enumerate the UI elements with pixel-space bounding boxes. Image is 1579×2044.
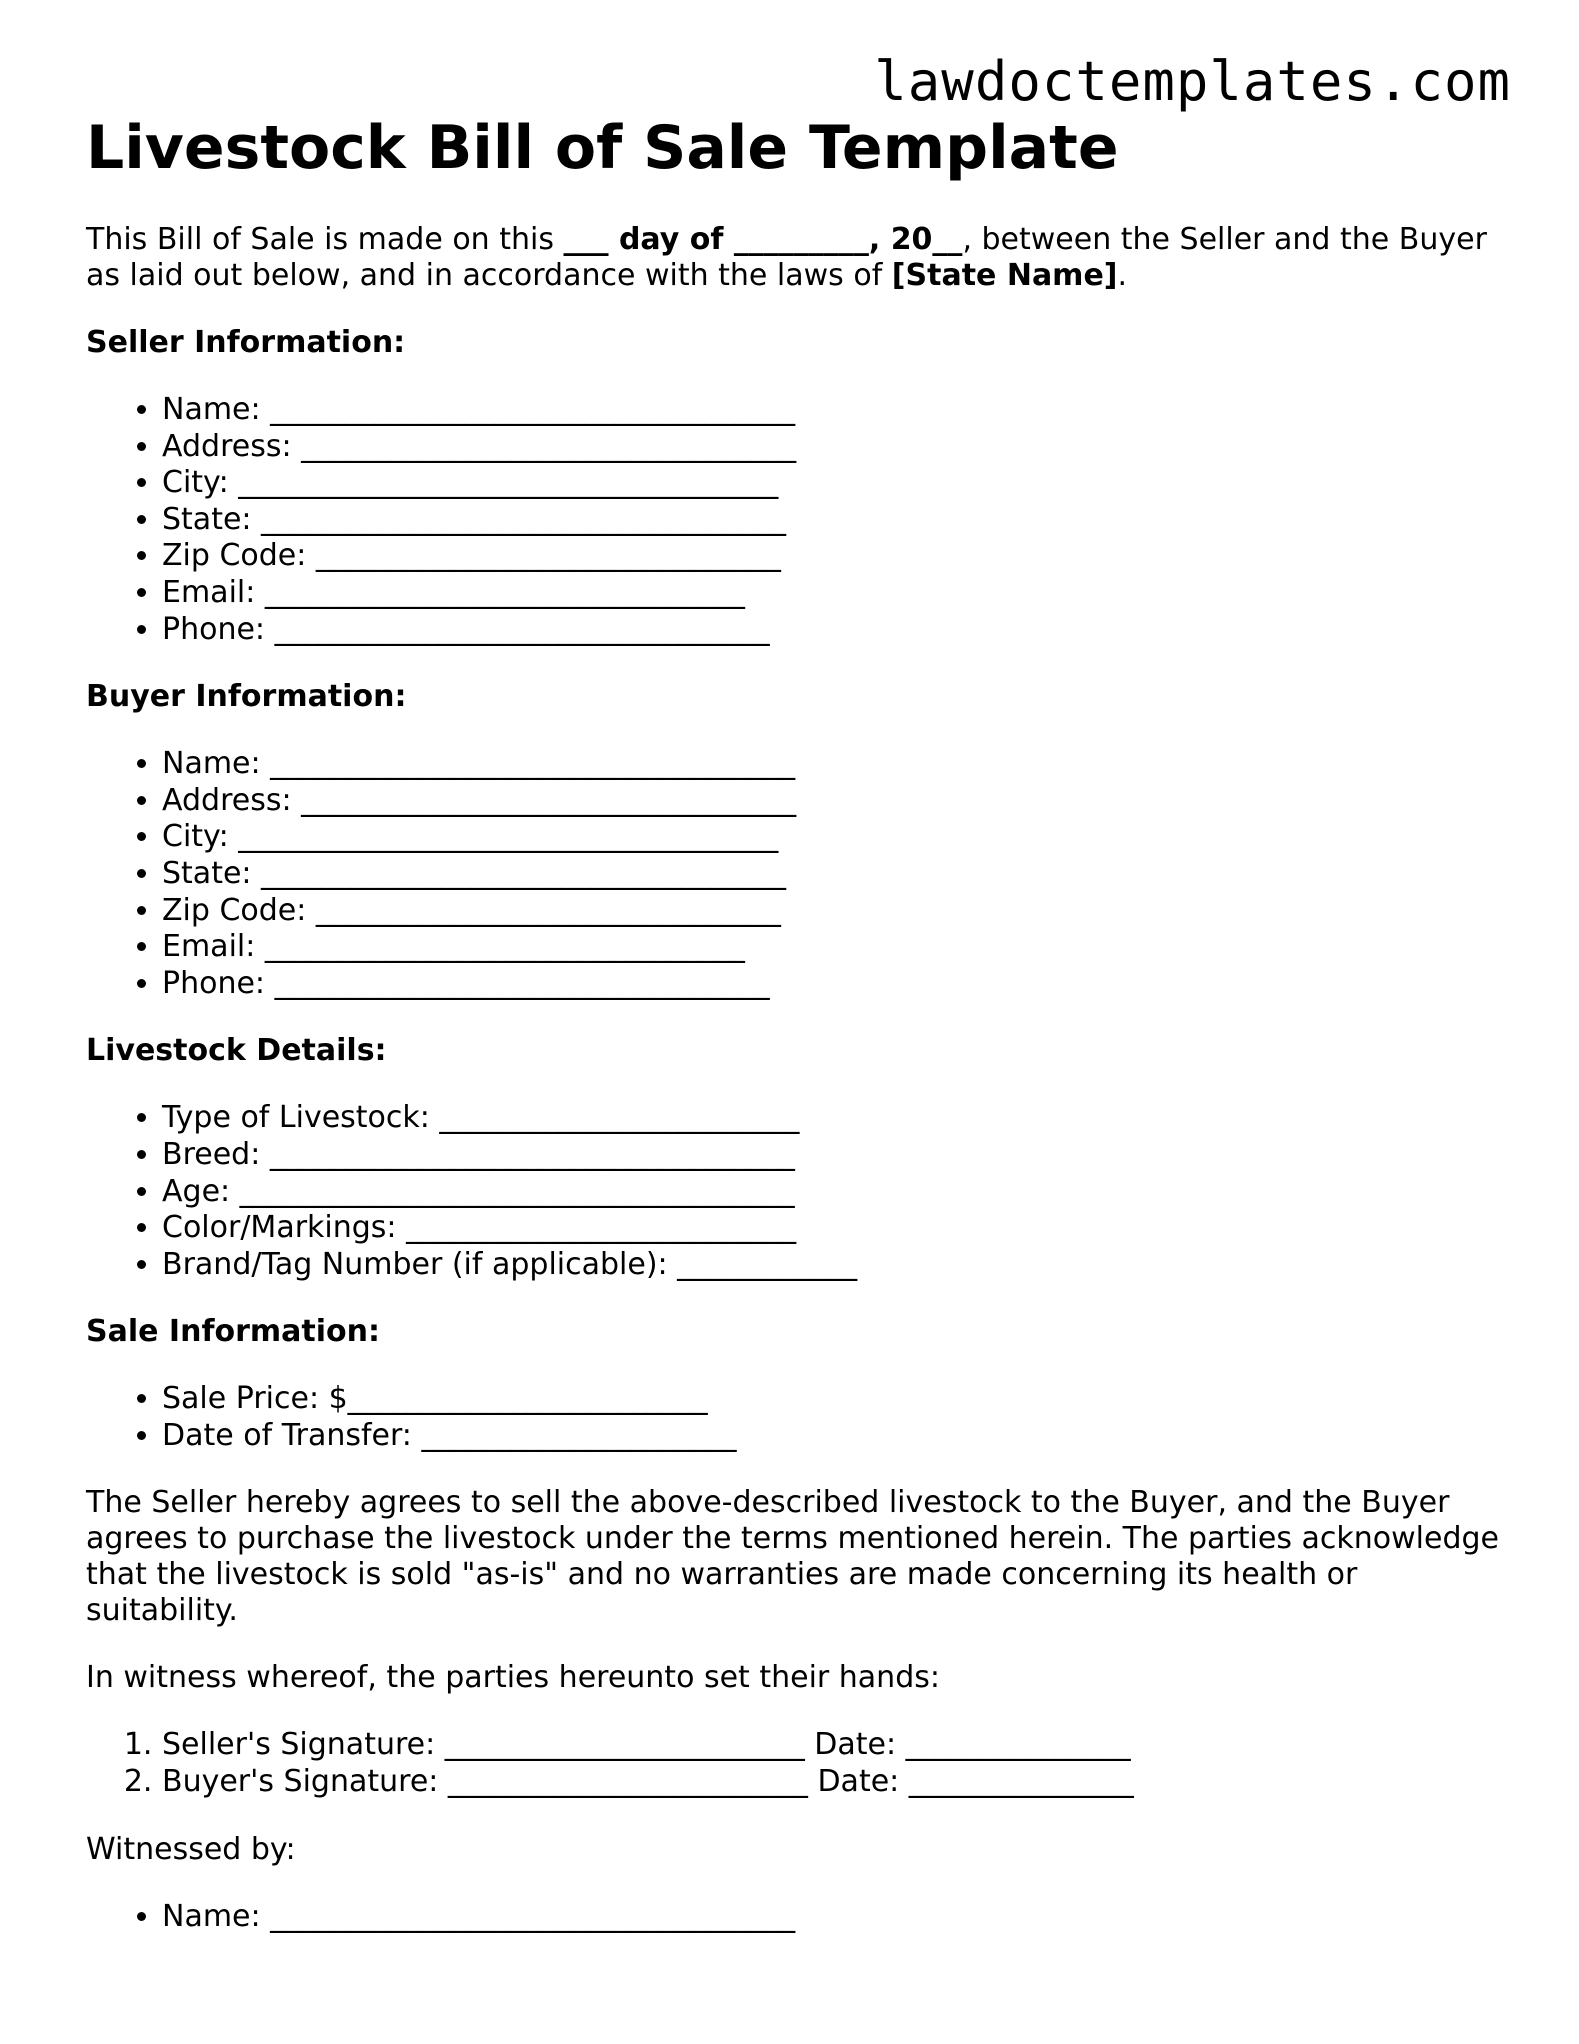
- intro-date-blank: ___ day of _________, 20__: [563, 222, 963, 257]
- agreement-paragraph: The Seller hereby agrees to sell the above-described livestock to the Buyer, and the Buyer agrees to purchase the livestock under the terms mentioned herein. The parties acknowledge that the livestock is sold "as-is" and no warranties are made concerning its health or suitability.: [86, 1485, 1499, 1629]
- sale-fields-list: [86, 1381, 1506, 1454]
- buyer-phone-field: • Phone: _________________________________: [162, 966, 1506, 1003]
- seller-signature-line: 1. Seller's Signature: ________________________ Date: _______________: [162, 1727, 1506, 1764]
- livestock-heading: Livestock Details:: [86, 1033, 387, 1069]
- seller-email-field: • Email: ________________________________: [162, 575, 1506, 612]
- witness-name-field: • Name: ___________________________________: [162, 1899, 1506, 1936]
- buyer-heading: Buyer Information:: [86, 679, 407, 715]
- document-title: Livestock Bill of Sale Template: [86, 113, 1119, 183]
- seller-city-field: • City: ____________________________________: [162, 465, 1506, 502]
- livestock-age-field: • Age: _____________________________________: [162, 1174, 1506, 1211]
- intro-text-1: This Bill of Sale is made on this: [86, 222, 564, 257]
- buyer-address-field: • Address: _________________________________: [162, 783, 1506, 820]
- livestock-type-field: • Type of Livestock: ________________________: [162, 1100, 1506, 1137]
- seller-state-field: • State: ___________________________________: [162, 502, 1506, 539]
- buyer-name-field: • Name: ___________________________________: [162, 746, 1506, 783]
- sale-heading: Sale Information:: [86, 1314, 380, 1350]
- document-body: [86, 108, 1506, 1935]
- signature-list: [86, 1727, 1506, 1800]
- intro-text-3: .: [1117, 258, 1128, 293]
- buyer-zip-field: • Zip Code: _______________________________: [162, 893, 1506, 930]
- buyer-city-field: • City: ____________________________________: [162, 819, 1506, 856]
- witnessed-by-label: Witnessed by:: [86, 1831, 296, 1867]
- sale-price-field: • Sale Price: $________________________: [162, 1381, 1506, 1418]
- transfer-date-field: • Date of Transfer: _____________________: [162, 1418, 1506, 1455]
- buyer-signature-line: 2. Buyer's Signature: ________________________ Date: _______________: [162, 1764, 1506, 1801]
- livestock-markings-field: • Color/Markings: __________________________: [162, 1210, 1506, 1247]
- intro-state-placeholder: [State Name]: [891, 258, 1118, 293]
- seller-heading: Seller Information:: [86, 325, 406, 360]
- livestock-breed-field: • Breed: ___________________________________: [162, 1137, 1506, 1174]
- witness-fields-list: [86, 1899, 1506, 1936]
- buyer-fields-list: [86, 746, 1506, 1002]
- buyer-state-field: • State: ___________________________________: [162, 856, 1506, 893]
- buyer-email-field: • Email: ________________________________: [162, 929, 1506, 966]
- livestock-tag-field: • Brand/Tag Number (if applicable): ____________: [162, 1247, 1506, 1284]
- site-watermark: lawdoctemplates.com: [874, 50, 1511, 113]
- witness-intro: In witness whereof, the parties hereunto set their hands:: [86, 1660, 940, 1696]
- intro-text-2: , between the Seller and the Buyer as laid out below, and in accordance with the laws of: [86, 222, 1487, 293]
- seller-phone-field: • Phone: _________________________________: [162, 612, 1506, 649]
- intro-paragraph: [86, 222, 1506, 294]
- livestock-fields-list: [86, 1100, 1506, 1283]
- seller-zip-field: • Zip Code: _______________________________: [162, 538, 1506, 575]
- seller-name-field: • Name: ___________________________________: [162, 392, 1506, 429]
- seller-fields-list: [86, 392, 1506, 648]
- seller-address-field: • Address: _________________________________: [162, 429, 1506, 466]
